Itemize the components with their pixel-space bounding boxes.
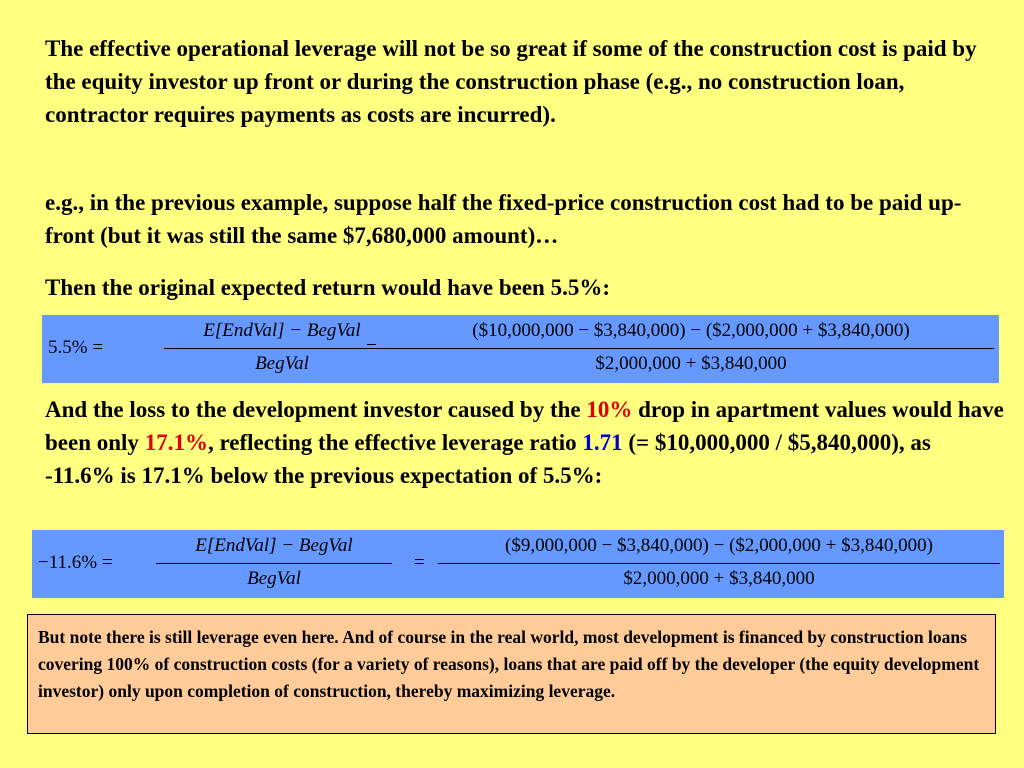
loss-text-2: drop in apartment values would have been only	[45, 397, 1004, 455]
equals-sign: =	[414, 552, 425, 573]
return-values	[438, 530, 1000, 598]
fraction-bar	[164, 348, 400, 349]
equals-sign: =	[366, 337, 377, 358]
paragraph-original-return: Then the original expected return would have been 5.5%:	[45, 275, 610, 300]
loss-text-4: (= $10,000,000 / $5,840,000), as -11.6% is 17.1% below the previous expectation of 5.5%:	[45, 430, 931, 488]
return-values	[388, 315, 994, 383]
paragraph-example: e.g., in the previous example, suppose half the fixed-price construction cost had to be paid up-front (but it was still the same $7,680,000 amount)…	[45, 190, 962, 248]
fraction-bar	[388, 348, 994, 349]
values-numerator: ($10,000,000 − $3,840,000) − ($2,000,000 + $3,840,000)	[472, 320, 910, 341]
loss-text-3: , reflecting the effective leverage ratio	[207, 430, 583, 455]
formula-numerator: E[EndVal] − BegVal	[203, 320, 361, 341]
equation-lhs: 5.5% =	[48, 337, 104, 358]
loss-percent: 17.1%	[144, 430, 208, 455]
note-box: But note there is still leverage even here. And of course in the real world, most development is financed by construction loans covering 100% of construction costs (for a variety of reasons), loans that are paid off by the developer (the equity development investor) only upon completion of construction, thereby maximizing leverage.	[27, 614, 996, 734]
paragraph-operational-leverage: The effective operational leverage will not be so great if some of the construction cost is paid by the equity investor up front or during the construction phase (e.g., no construction loan, contractor requires payments as costs are incurred).	[45, 36, 977, 127]
formula-numerator: E[EndVal] − BegVal	[195, 535, 353, 556]
formula-denominator: BegVal	[247, 568, 301, 589]
equation-original-return	[42, 315, 999, 383]
loss-text-1: And the loss to the development investor caused by the	[45, 397, 587, 422]
values-denominator: $2,000,000 + $3,840,000	[595, 353, 787, 374]
return-formula	[156, 530, 392, 598]
leverage-ratio: 1.71	[582, 430, 623, 455]
values-denominator: $2,000,000 + $3,840,000	[623, 568, 815, 589]
values-numerator: ($9,000,000 − $3,840,000) − ($2,000,000 + $3,840,000)	[505, 535, 933, 556]
formula-denominator: BegVal	[255, 353, 309, 374]
equation-lhs: −11.6% =	[38, 552, 113, 573]
fraction-bar	[156, 563, 392, 564]
fraction-bar	[438, 563, 1000, 564]
return-formula	[164, 315, 400, 383]
drop-percent: 10%	[586, 397, 633, 422]
paragraph-loss	[45, 393, 1005, 492]
equation-loss-return	[32, 530, 1004, 598]
